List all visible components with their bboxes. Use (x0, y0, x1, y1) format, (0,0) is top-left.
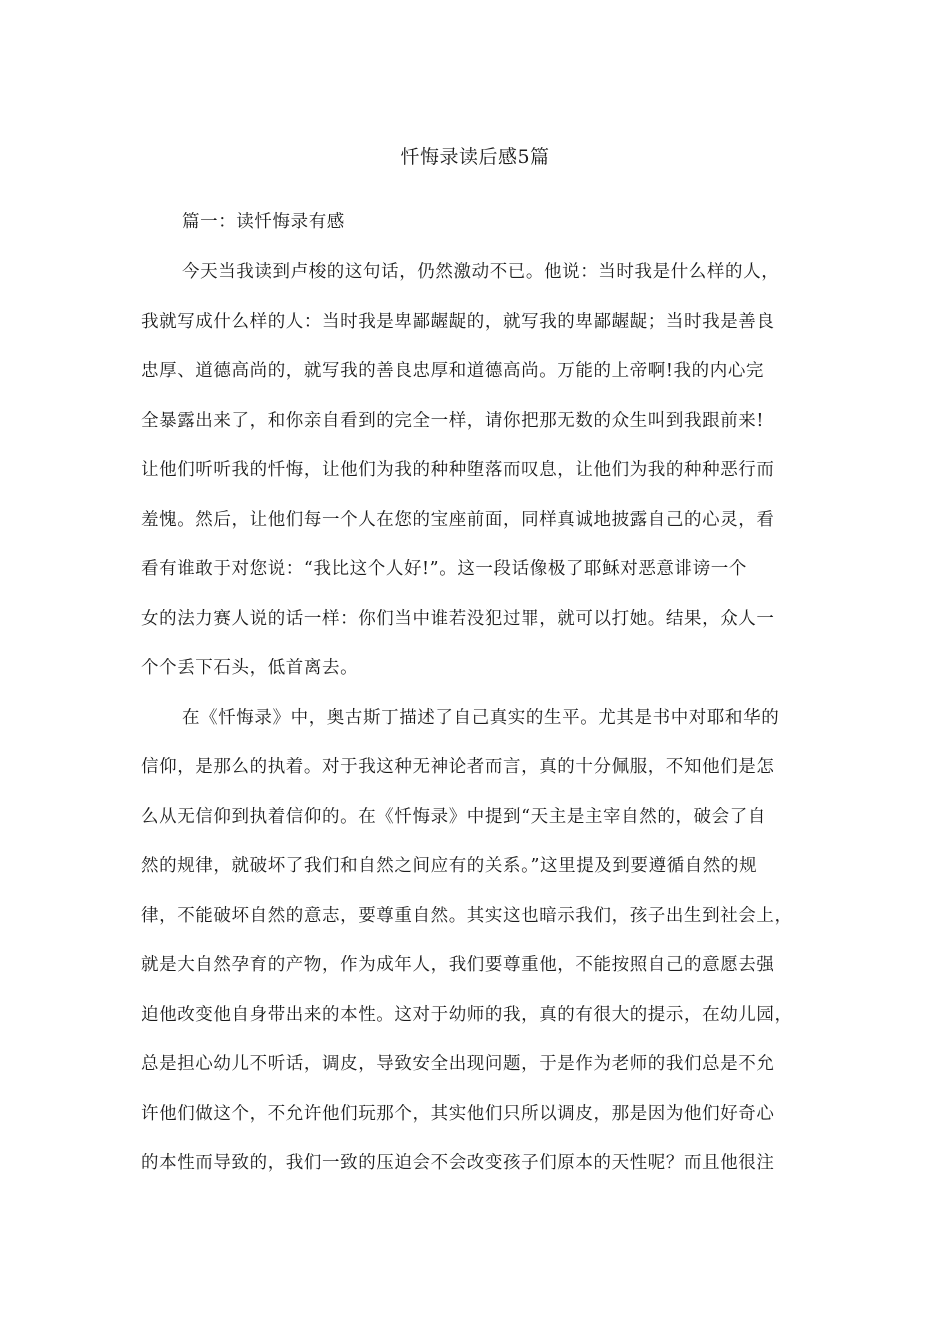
paragraph-line: 许他们做这个，不允许他们玩那个，其实他们只所以调皮，那是因为他们好奇心 (141, 1104, 775, 1124)
paragraph-line: 迫他改变他自身带出来的本性。这对于幼师的我，真的有很大的提示，在幼儿园， (141, 1005, 793, 1025)
paragraph-line: 信仰，是那么的执着。对于我这种无神论者而言，真的十分佩服，不知他们是怎 (141, 757, 775, 777)
paragraph-line: 在《忏悔录》中，奥古斯丁描述了自己真实的生平。尤其是书中对耶和华的 (182, 708, 780, 728)
paragraph-line: 总是担心幼儿不听话，调皮，导致安全出现问题，于是作为老师的我们总是不允 (141, 1054, 775, 1074)
document-title: 忏悔录读后感5篇 (400, 146, 550, 168)
paragraph-line: 看有谁敢于对您说：“我比这个人好!”。这一段话像极了耶稣对恶意诽谤一个 (141, 559, 747, 579)
paragraph-line: 个个丢下石头，低首离去。 (141, 658, 359, 678)
paragraph-line: 让他们听听我的忏悔，让他们为我的种种堕落而叹息，让他们为我的种种恶行而 (141, 460, 775, 480)
paragraph-line: 律，不能破坏自然的意志，要尊重自然。其实这也暗示我们，孩子出生到社会上， (141, 906, 793, 926)
paragraph-line: 我就写成什么样的人：当时我是卑鄙龌龊的，就写我的卑鄙龌龊；当时我是善良 (141, 312, 775, 332)
paragraph-line: 羞愧。然后，让他们每一个人在您的宝座前面，同样真诚地披露自己的心灵，看 (141, 510, 775, 530)
paragraph-line: 今天当我读到卢梭的这句话，仍然激动不已。他说：当时我是什么样的人， (182, 262, 780, 282)
paragraph-line: 么从无信仰到执着信仰的。在《忏悔录》中提到“天主是主宰自然的，破会了自 (141, 807, 766, 827)
paragraph-line: 然的规律，就破坏了我们和自然之间应有的关系。”这里提及到要遵循自然的规 (141, 856, 758, 876)
paragraph-line: 全暴露出来了，和你亲自看到的完全一样，请你把那无数的众生叫到我跟前来! (141, 411, 765, 431)
paragraph-line: 忠厚、道德高尚的，就写我的善良忠厚和道德高尚。万能的上帝啊!我的内心完 (141, 361, 765, 381)
paragraph-line: 的本性而导致的，我们一致的压迫会不会改变孩子们原本的天性呢？而且他很注 (141, 1153, 775, 1173)
section-heading: 篇一：读忏悔录有感 (182, 212, 345, 232)
paragraph-line: 女的法力赛人说的话一样：你们当中谁若没犯过罪，就可以打她。结果，众人一 (141, 609, 775, 629)
paragraph-line: 就是大自然孕育的产物，作为成年人，我们要尊重他，不能按照自己的意愿去强 (141, 955, 775, 975)
